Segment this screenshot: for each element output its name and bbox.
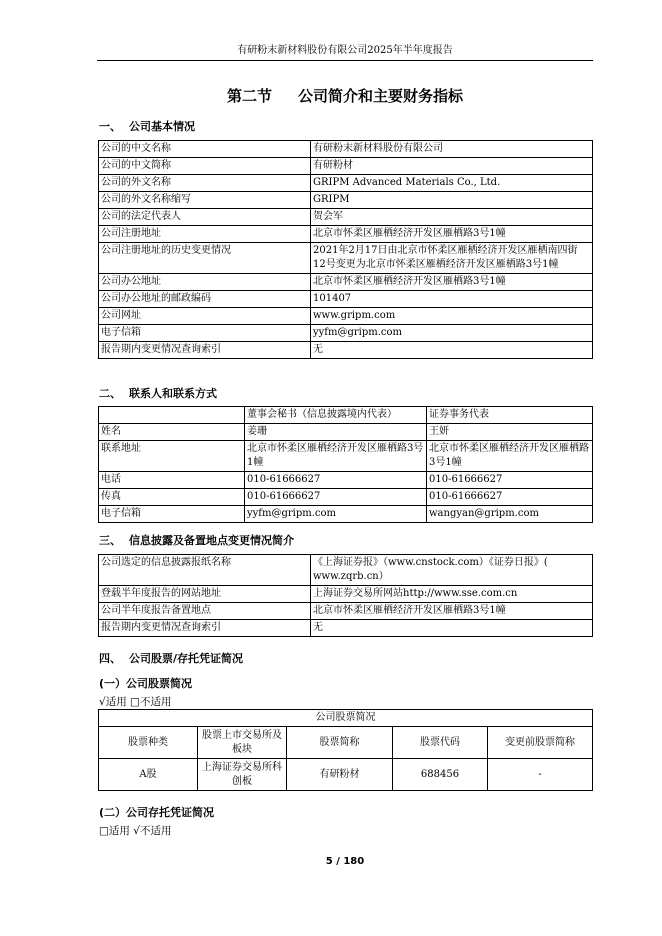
field-value: 北京市怀柔区雁栖经济开发区雁栖路3号1幢 [311,274,593,291]
field-value: GRIPM [311,192,593,209]
field-label: 公司的中文名称 [99,141,311,158]
table-row [99,555,593,586]
field-value: www.gripm.com [311,308,593,325]
section-name: 公司简介和主要财务指标 [298,87,464,105]
field-label: 姓名 [99,424,245,441]
table-row [99,209,593,226]
column-header: 董事会秘书（信息披露境内代表） [245,407,427,424]
table-row [99,226,593,243]
field-value: 101407 [311,291,593,308]
field-value: 贺会军 [311,209,593,226]
table-title: 公司股票简况 [99,710,593,727]
table-title-row [99,710,593,727]
table-row [99,506,593,523]
table-cell: 688456 [393,759,488,791]
field-label: 公司办公地址的邮政编码 [99,291,311,308]
table-row [99,342,593,359]
field-label: 公司网址 [99,308,311,325]
field-value: 王妍 [427,424,593,441]
column-header: 股票简称 [287,727,393,759]
table-row [99,620,593,637]
column-header [99,407,245,424]
table-cell: - [488,759,593,791]
field-label: 电子信箱 [99,325,311,342]
table-header-row [99,727,593,759]
field-label: 公司注册地址 [99,226,311,243]
field-label: 公司办公地址 [99,274,311,291]
field-label: 联系地址 [99,441,245,472]
depositary-subheading: (二）公司存托凭证简况 [99,806,215,819]
table-row [99,489,593,506]
field-label: 公司注册地址的历史变更情况 [99,243,311,274]
column-header: 变更前股票简称 [488,727,593,759]
section-1-heading: 一、 公司基本情况 [99,120,195,133]
page-title [97,86,593,106]
table-row [99,291,593,308]
column-header: 股票代码 [393,727,488,759]
field-value: yyfm@gripm.com [311,325,593,342]
field-label: 电子信箱 [99,506,245,523]
table-row [99,472,593,489]
table-row [99,158,593,175]
page-number: 5 / 180 [325,856,365,867]
field-label: 报告期内变更情况查询索引 [99,620,311,637]
field-value: 上海证券交易所网站http://www.sse.com.cn [311,586,593,603]
field-value: 010-61666627 [245,472,427,489]
field-label: 公司半年度报告备置地点 [99,603,311,620]
field-label: 电话 [99,472,245,489]
table-cell: 有研粉材 [287,759,393,791]
field-value: 有研粉材 [311,158,593,175]
table-row [99,141,593,158]
section-2-heading: 二、 联系人和联系方式 [99,387,217,400]
field-value: 无 [311,620,593,637]
table-cell: A股 [99,759,198,791]
field-value: GRIPM Advanced Materials Co., Ltd. [311,175,593,192]
table-row [99,308,593,325]
table-row [99,759,593,791]
field-value: 北京市怀柔区雁栖经济开发区雁栖路3号1幢 [245,441,427,472]
table-row [99,603,593,620]
field-value: 010-61666627 [245,489,427,506]
table-row [99,175,593,192]
depositary-applicability: □适用 √不适用 [99,825,172,837]
field-label: 公司的外文名称缩写 [99,192,311,209]
field-label: 公司选定的信息披露报纸名称 [99,555,311,586]
column-header: 股票种类 [99,727,198,759]
field-value: yyfm@gripm.com [245,506,427,523]
field-value: 010-61666627 [427,489,593,506]
field-label: 公司的外文名称 [99,175,311,192]
field-value: 2021年2月17日由北京市怀柔区雁栖经济开发区雁栖南四街12号变更为北京市怀柔区雁栖经济开发区雁栖路3号1幢 [311,243,593,274]
field-label: 公司的法定代表人 [99,209,311,226]
field-value: 北京市怀柔区雁栖经济开发区雁栖路3号1幢 [311,226,593,243]
stock-table [98,709,593,791]
field-value: 姜珊 [245,424,427,441]
table-row [99,586,593,603]
table-row [99,274,593,291]
field-label: 传真 [99,489,245,506]
section-number: 第二节 [226,87,272,105]
contact-table [98,406,593,523]
table-row [99,192,593,209]
table-row [99,325,593,342]
field-value: 010-61666627 [427,472,593,489]
column-header: 股票上市交易所及板块 [198,727,287,759]
field-value: 有研粉末新材料股份有限公司 [311,141,593,158]
table-header-row [99,407,593,424]
table-cell: 上海证券交易所科创板 [198,759,287,791]
field-label: 报告期内变更情况查询索引 [99,342,311,359]
field-label: 公司的中文简称 [99,158,311,175]
table-row [99,243,593,274]
field-value: 《上海证券报》（www.cnstock.com）《证券日报》( www.zqrb.cn） [311,555,593,586]
stock-applicability: √适用 □不适用 [99,696,172,708]
section-4-heading: 四、 公司股票/存托凭证简况 [99,652,244,665]
field-value: 无 [311,342,593,359]
field-value: wangyan@gripm.com [427,506,593,523]
disclosure-table [98,554,593,637]
header-rule [97,60,593,61]
column-header: 证券事务代表 [427,407,593,424]
company-basic-info-table [98,140,593,359]
field-value: 北京市怀柔区雁栖经济开发区雁栖路3号1幢 [427,441,593,472]
table-row [99,441,593,472]
stock-subheading: (一）公司股票简况 [99,677,193,690]
field-value: 北京市怀柔区雁栖经济开发区雁栖路3号1幢 [311,603,593,620]
table-row [99,424,593,441]
section-3-heading: 三、 信息披露及备置地点变更情况简介 [99,534,294,547]
field-label: 登载半年度报告的网站地址 [99,586,311,603]
page-header: 有研粉末新材料股份有限公司2025年半年度报告 [237,45,453,56]
